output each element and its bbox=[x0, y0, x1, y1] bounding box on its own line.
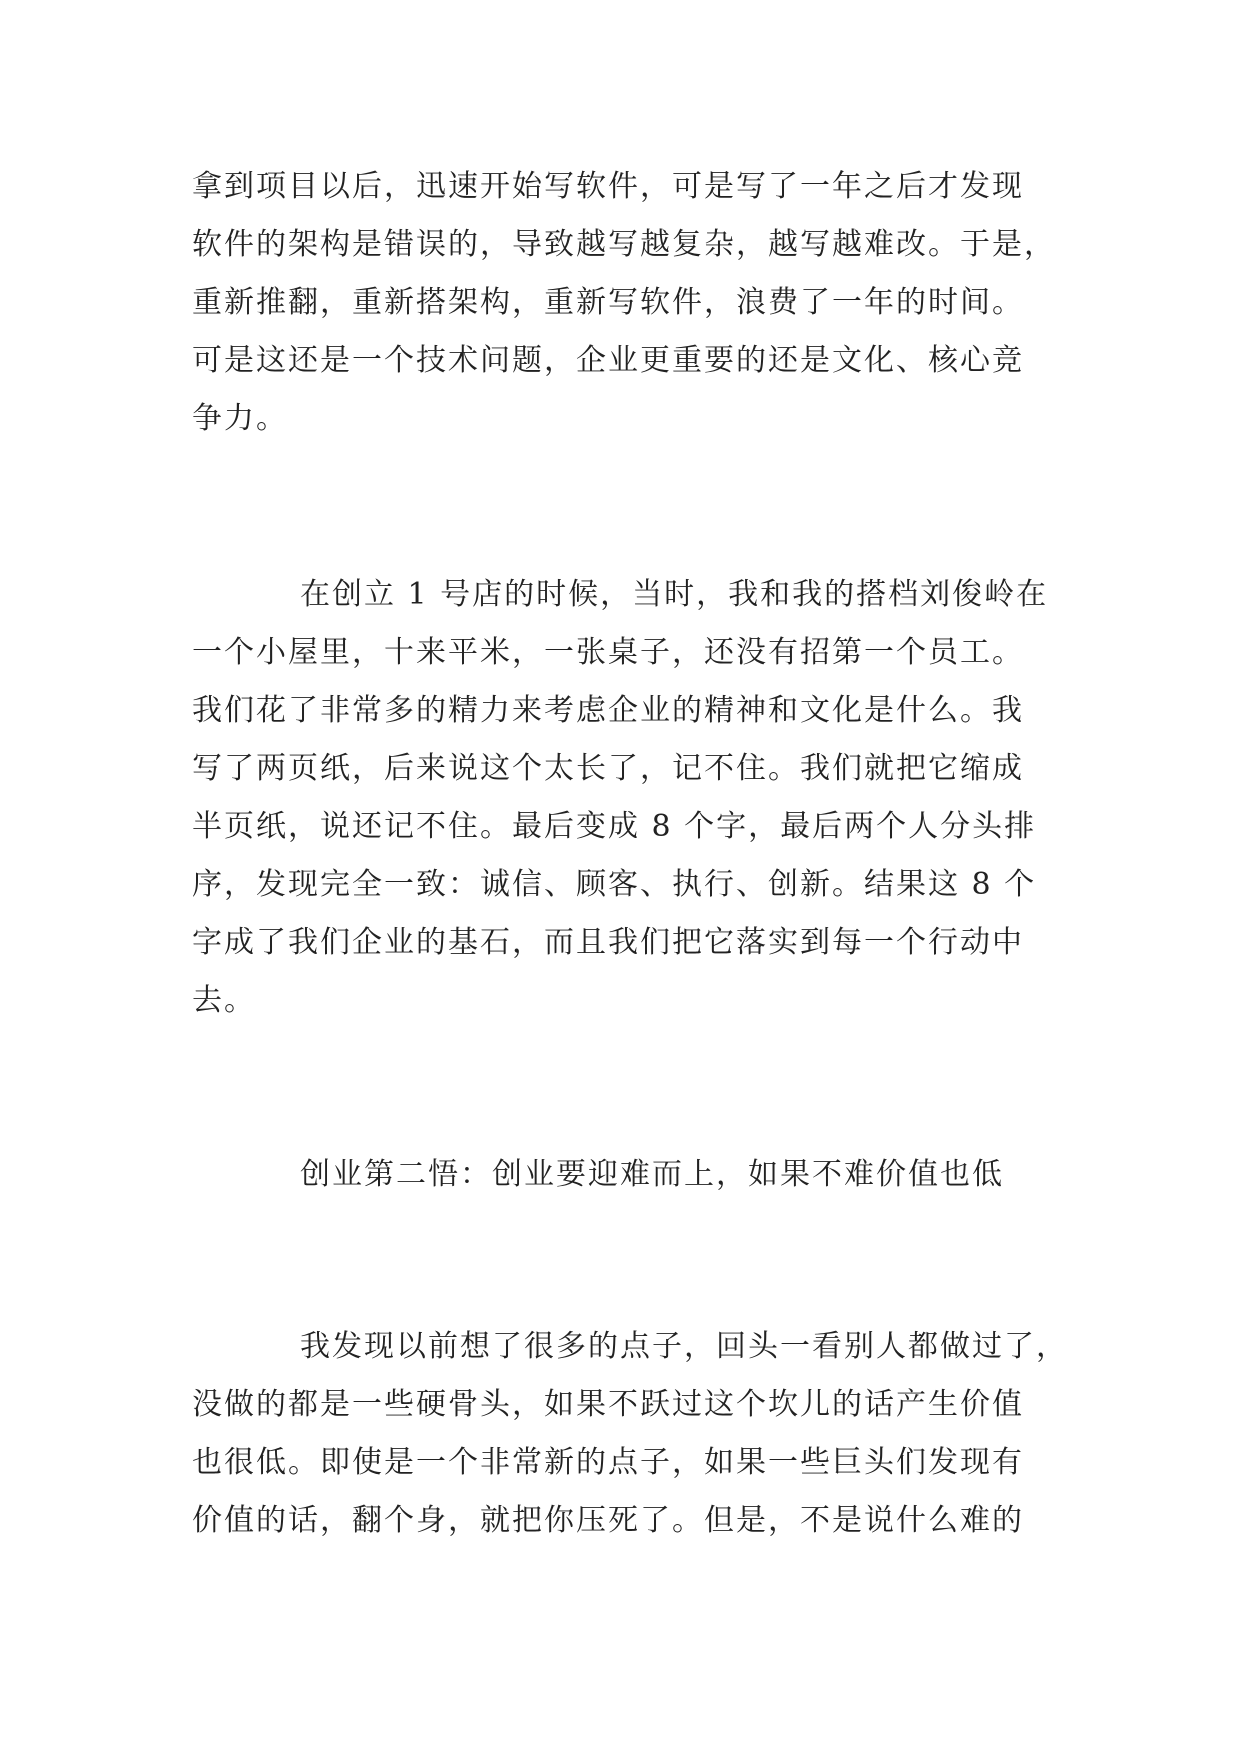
paragraph-hard-problems bbox=[192, 1318, 1072, 1550]
text-line: 半页纸，说还记不住。最后变成 8 个字，最后两个人分头排 bbox=[192, 809, 1037, 844]
text-line: 序，发现完全一致：诚信、顾客、执行、创新。结果这 8 个 bbox=[192, 867, 1037, 902]
paragraph-company-culture bbox=[192, 566, 1072, 1030]
text-line: 可是这还是一个技术问题，企业更重要的还是文化、核心竞 bbox=[192, 343, 1024, 378]
text-line: 重新推翻，重新搭架构，重新写软件，浪费了一年的时间。 bbox=[192, 285, 1024, 320]
text-line: 没做的都是一些硬骨头，如果不跃过这个坎儿的话产生价值 bbox=[192, 1387, 1024, 1422]
text-line: 写了两页纸，后来说这个太长了，记不住。我们就把它缩成 bbox=[192, 751, 1024, 786]
text-line: 去。 bbox=[192, 983, 256, 1018]
text-line: 也很低。即使是一个非常新的点子，如果一些巨头们发现有 bbox=[192, 1445, 1024, 1480]
text-line: 争力。 bbox=[192, 401, 288, 436]
text-line: 在创立 1 号店的时候，当时，我和我的搭档刘俊岭在 bbox=[300, 577, 1049, 612]
text-line: 一个小屋里，十来平米，一张桌子，还没有招第一个员工。 bbox=[192, 635, 1024, 670]
heading-line: 创业第二悟：创业要迎难而上，如果不难价值也低 bbox=[300, 1157, 1004, 1192]
text-line: 我发现以前想了很多的点子，回头一看别人都做过了， bbox=[300, 1329, 1068, 1364]
paragraph-software-architecture bbox=[192, 158, 1072, 448]
text-line: 字成了我们企业的基石，而且我们把它落实到每一个行动中 bbox=[192, 925, 1024, 960]
section-heading bbox=[192, 1146, 1072, 1204]
text-line: 我们花了非常多的精力来考虑企业的精神和文化是什么。我 bbox=[192, 693, 1024, 728]
text-line: 拿到项目以后，迅速开始写软件，可是写了一年之后才发现 bbox=[192, 169, 1024, 204]
text-line: 软件的架构是错误的，导致越写越复杂，越写越难改。于是， bbox=[192, 227, 1056, 262]
text-line: 价值的话，翻个身，就把你压死了。但是，不是说什么难的 bbox=[192, 1503, 1024, 1538]
